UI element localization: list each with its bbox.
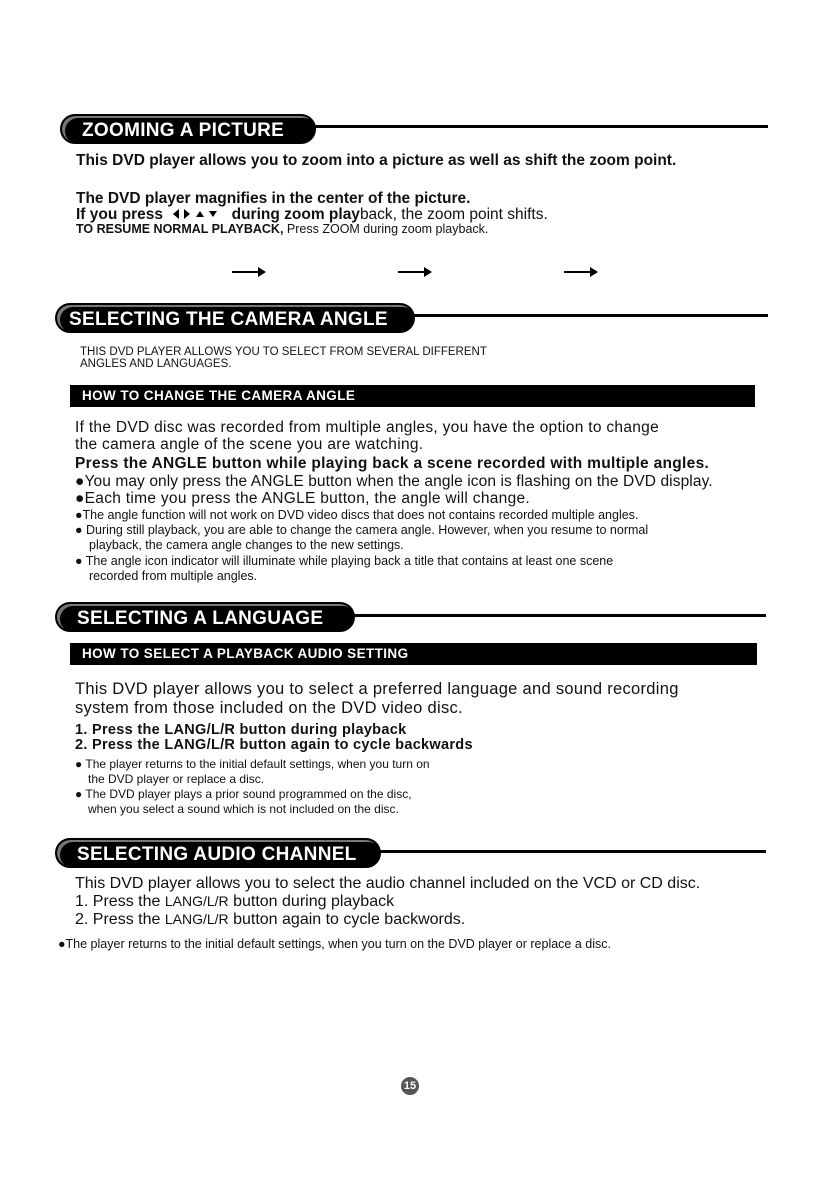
angle-bullet4a: ● During still playback, you are able to change the camera angle. However, when you resume to normal [75, 523, 649, 537]
left-arrow-icon [173, 209, 179, 219]
angle-bullet5b: recorded from multiple angles. [89, 569, 258, 583]
section-heading-zoom: ZOOMING A PICTURE [60, 114, 316, 144]
angle-bullet4b: playback, the camera angle changes to the new settings. [89, 538, 404, 552]
language-bullet2a: ● The DVD player plays a prior sound programmed on the disc, [75, 787, 412, 801]
section-rule [400, 314, 768, 317]
angle-bullet5a: ● The angle icon indicator will illuminate while playing back a title that contains at least one scene [75, 554, 614, 568]
language-bullet1b: the DVD player or replace a disc. [88, 772, 265, 786]
audio-step2-a: 2. Press the [75, 911, 165, 928]
zoom-line3 [76, 222, 488, 236]
down-arrow-icon [209, 211, 217, 217]
zoom-line2-b: during zoom play [231, 206, 360, 223]
zoom-line3-a: TO RESUME NORMAL PLAYBACK, [76, 222, 284, 236]
zoom-line1: The DVD player magnifies in the center of the picture. [76, 190, 471, 207]
language-p1: This DVD player allows you to select a preferred language and sound recording [75, 680, 679, 698]
audio-step2-c: button again to cycle backwords. [228, 911, 466, 928]
audio-note: ●The player returns to the initial default settings, when you turn on the DVD player or replace a disc. [58, 937, 611, 951]
section-heading-language: SELECTING A LANGUAGE [55, 602, 355, 632]
zoom-arrow-1 [232, 271, 264, 273]
audio-step2 [75, 911, 465, 929]
section-rule [340, 614, 766, 617]
language-bullet1a: ● The player returns to the initial default settings, when you turn on [75, 757, 430, 771]
angle-note1: THIS DVD PLAYER ALLOWS YOU TO SELECT FROM SEVERAL DIFFERENT [80, 346, 487, 358]
angle-bold: Press the ANGLE button while playing back a scene recorded with multiple angles. [75, 455, 710, 472]
audio-step1-c: button during playback [228, 893, 395, 910]
right-arrow-icon [184, 209, 190, 219]
direction-arrows-icon [173, 209, 233, 221]
language-step1: 1. Press the LANG/L/R button during playback [75, 722, 407, 738]
zoom-line3-b: Press ZOOM during zoom playback. [283, 222, 489, 236]
zoom-arrow-2 [398, 271, 430, 273]
up-arrow-icon [196, 211, 204, 217]
section-heading-angle: SELECTING THE CAMERA ANGLE [55, 303, 415, 333]
subheading-bar-angle: HOW TO CHANGE THE CAMERA ANGLE [70, 385, 755, 407]
angle-bullet1: ●You may only press the ANGLE button when the angle icon is flashing on the DVD display. [75, 473, 713, 490]
audio-p1: This DVD player allows you to select the audio channel included on the VCD or CD disc. [75, 875, 701, 892]
angle-note2: ANGLES AND LANGUAGES. [80, 358, 232, 370]
section-rule [300, 125, 768, 128]
audio-step1-a: 1. Press the [75, 893, 165, 910]
language-p2: system from those included on the DVD video disc. [75, 699, 463, 717]
zoom-line2-c: back, the zoom point shifts. [359, 206, 548, 223]
section-rule [360, 850, 766, 853]
arrow-buttons [167, 207, 227, 219]
zoom-line2-a: If you press [76, 206, 163, 223]
zoom-intro: This DVD player allows you to zoom into a picture as well as shift the zoom point. [76, 152, 677, 169]
language-step2: 2. Press the LANG/L/R button again to cycle backwards [75, 737, 473, 753]
audio-step1 [75, 893, 394, 911]
language-bullet2b: when you select a sound which is not included on the disc. [88, 802, 399, 816]
subheading-bar-language: HOW TO SELECT A PLAYBACK AUDIO SETTING [70, 643, 757, 665]
angle-bullet3: ●The angle function will not work on DVD video discs that does not contains recorded multiple angles. [75, 508, 639, 522]
zoom-arrow-3 [564, 271, 596, 273]
section-heading-audio: SELECTING AUDIO CHANNEL [55, 838, 381, 868]
audio-step1-b: LANG/L/R [164, 893, 229, 909]
audio-step2-b: LANG/L/R [164, 911, 229, 927]
angle-p1: If the DVD disc was recorded from multiple angles, you have the option to change [75, 419, 660, 436]
angle-p2: the camera angle of the scene you are watching. [75, 436, 424, 453]
page-number: 15 [401, 1077, 419, 1095]
angle-bullet2: ●Each time you press the ANGLE button, the angle will change. [75, 490, 531, 507]
